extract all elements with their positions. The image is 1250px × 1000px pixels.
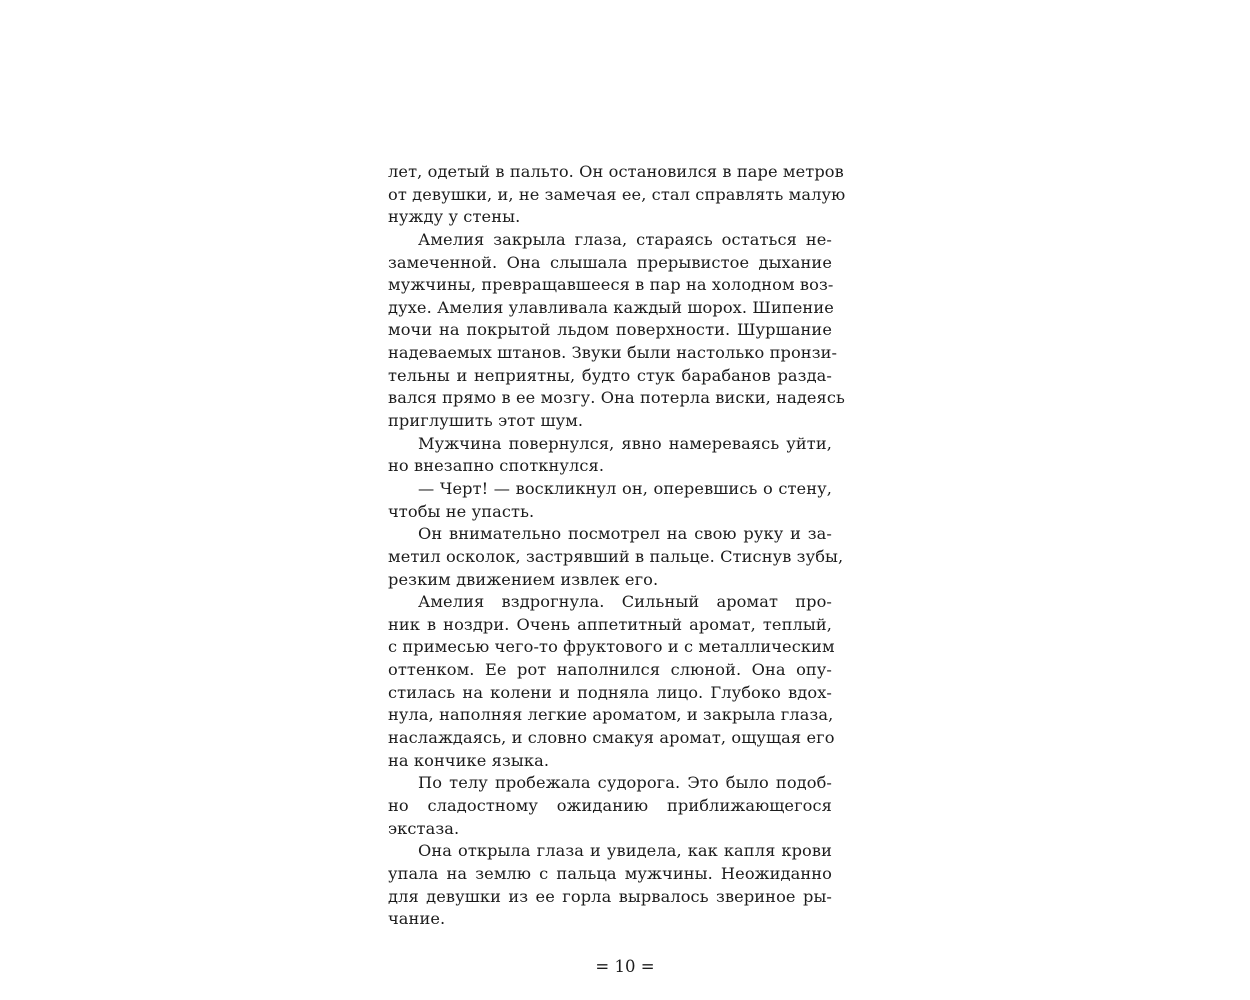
text-line: для девушки из ее горла вырвалось звериное ры- <box>388 886 832 906</box>
text-line: метил осколок, застрявший в пальце. Стиснув зубы, <box>388 546 844 566</box>
text-line: упала на землю с пальца мужчины. Неожиданно <box>388 863 832 883</box>
text-line: лет, одетый в пальто. Он остановился в паре метров <box>388 162 844 181</box>
paragraph <box>388 229 845 433</box>
text-line: наслаждаясь, и словно смакуя аромат, ощущая его <box>388 728 835 748</box>
text-line: Он внимательно посмотрел на свою руку и за- <box>418 524 832 544</box>
text-line: Мужчина повернулся, явно намереваясь уйти, <box>418 433 832 453</box>
text-line: Она открыла глаза и увидела, как капля крови <box>418 841 832 861</box>
text-line: — Черт! — воскликнул он, оперевшись о стену, <box>418 478 832 498</box>
text-line: замеченной. Она слышала прерывистое дыхание <box>388 252 832 272</box>
text-line: мочи на покрытой льдом поверхности. Шуршание <box>388 320 832 340</box>
text-line: нужду у стены. <box>388 207 521 227</box>
paragraph <box>388 433 832 478</box>
text-line: вался прямо в ее мозгу. Она потерла виски, надеясь <box>388 388 845 408</box>
text-line: оттенком. Ее рот наполнился слюной. Она опу- <box>388 660 832 680</box>
paragraph <box>388 161 846 229</box>
text-line: стилась на колени и подняла лицо. Глубоко вдох- <box>388 682 832 702</box>
text-line: но внезапно споткнулся. <box>388 456 605 476</box>
dialogue-paragraph <box>388 478 832 523</box>
text-line: на кончике языка. <box>388 750 550 770</box>
text-line: надеваемых штанов. Звуки были настолько пронзи- <box>388 343 838 363</box>
text-line: нула, наполняя легкие ароматом, и закрыла глаза, <box>388 705 834 725</box>
text-line: с примесью чего-то фруктового и с металлическим <box>388 637 835 657</box>
text-line: мужчины, превращавшееся в пар на холодном воз- <box>388 275 834 295</box>
text-line: Амелия вздрогнула. Сильный аромат про- <box>418 592 832 612</box>
body-text <box>388 161 846 931</box>
text-line: духе. Амелия улавливала каждый шорох. Шипение <box>388 297 834 317</box>
text-line: ник в ноздри. Очень аппетитный аромат, теплый, <box>388 614 832 634</box>
paragraph <box>388 523 844 591</box>
paragraph <box>388 840 832 931</box>
text-line: Амелия закрыла глаза, стараясь остаться не- <box>418 229 832 249</box>
text-line: чтобы не упасть. <box>388 501 535 521</box>
text-line: По телу пробежала судорога. Это было подоб- <box>418 773 832 793</box>
page-number: = 10 = <box>595 957 655 976</box>
text-line: но сладостному ожиданию приближающегося <box>388 795 832 815</box>
text-line: чание. <box>388 909 446 929</box>
text-line: экстаза. <box>388 818 460 838</box>
text-line: резким движением извлек его. <box>388 569 659 589</box>
text-line: от девушки, и, не замечая ее, стал справлять малую <box>388 184 846 204</box>
paragraph <box>388 591 835 772</box>
paragraph <box>388 772 832 840</box>
text-line: тельны и неприятны, будто стук барабанов разда- <box>388 365 832 385</box>
text-line: приглушить этот шум. <box>388 411 584 431</box>
